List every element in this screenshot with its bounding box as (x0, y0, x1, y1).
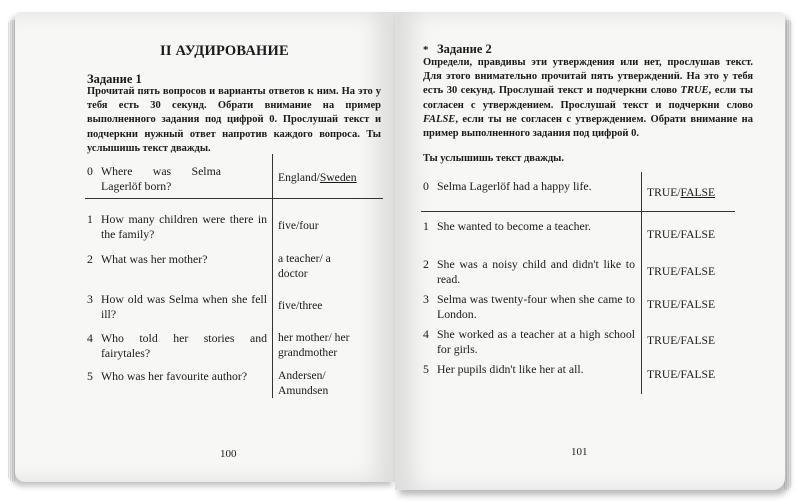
question-number: 3 (87, 292, 93, 306)
statement-row-3 (423, 292, 635, 324)
answer-3: five/three (278, 299, 323, 312)
example-row-divider (421, 211, 735, 212)
statement-row-2 (423, 257, 635, 289)
question-row-5 (87, 369, 267, 401)
statement-row-5 (423, 362, 635, 394)
tf-2: TRUE/FALSE (647, 265, 716, 278)
question-row-3 (87, 292, 267, 324)
statement-number: 5 (423, 362, 429, 376)
answer-5: Andersen/ Amundsen (278, 369, 329, 397)
statement-row-0 (423, 179, 635, 211)
statement-number: 0 (423, 179, 429, 193)
question-text: Who was her favourite author? (101, 369, 248, 383)
tf-4: TRUE/FALSE (647, 334, 716, 347)
question-number: 4 (87, 331, 93, 345)
section-title: II АУДИРОВАНИЕ (160, 43, 289, 59)
true-word: TRUE (680, 85, 709, 97)
question-number: 2 (87, 252, 93, 266)
question-number: 5 (87, 369, 93, 383)
question-text: Who told her stories and fairytales? (101, 331, 267, 360)
statement-row-1 (423, 219, 635, 237)
statement-number: 1 (423, 219, 429, 233)
question-text: How old was Selma when she fell ill? (101, 292, 267, 321)
example-row-divider (85, 198, 383, 199)
task-1-title: Задание 1 (87, 72, 142, 86)
answer-column-divider (272, 154, 273, 398)
question-text: Where was Selma Lagerlöf born? (101, 164, 221, 193)
task-2-listen-twice: Ты услышишь текст дважды. (423, 153, 564, 164)
answer-2: a teacher/ a doctor (278, 252, 331, 280)
statement-text: She wanted to become a teacher. (437, 219, 591, 233)
question-text: What was her mother? (101, 252, 208, 266)
statement-number: 3 (423, 292, 429, 306)
statement-text: Her pupils didn't like her at all. (437, 362, 584, 376)
statement-number: 2 (423, 257, 429, 271)
task-1-instructions: Прочитай пять вопросов и варианты ответов к ним. На это у тебя есть 30 секунд. Обрати внимание на пример выполненного задания под цифрой 0. Прослушай текст и подчеркни нужный ответ напротив каждого вопроса. Ты услышишь текст дважды. (87, 86, 381, 154)
question-row-0 (87, 164, 267, 196)
task-2-instructions: Определи, правдивы эти утверждения или нет, прослушав текст. Для этого внимательно прочитай пять утверждений. На это у тебя есть 30 секунд. Прослушай текст и подчеркни слово TRUE, если ты согласен с утверждением. Прослушай текст и подчеркни слово FALSE, если ты не согласен с утверждением. Обрати внимание на пример выполненного задания под цифрой 0. (423, 57, 753, 140)
tf-column-divider (641, 172, 642, 394)
question-number: 1 (87, 212, 93, 226)
question-row-4 (87, 331, 267, 363)
page-number-right: 101 (571, 446, 588, 458)
tf-1: TRUE/FALSE (647, 228, 716, 241)
question-row-1 (87, 212, 267, 244)
answer-4: her mother/ her grandmother (278, 331, 350, 359)
answer-0 (278, 171, 357, 186)
statement-text: She worked as a teacher at a high school for girls. (437, 327, 635, 356)
left-page (15, 12, 395, 482)
tf-0 (647, 186, 715, 199)
right-page-edge (784, 20, 792, 490)
false-option-underlined: FALSE (680, 186, 716, 199)
answer-1: five/four (278, 219, 319, 232)
false-word: FALSE (423, 113, 456, 125)
right-page (395, 12, 785, 490)
true-option: TRUE/ (647, 186, 681, 199)
task-2-title: Задание 2 (437, 42, 492, 56)
statement-text: Selma was twenty-four when she came to London. (437, 292, 635, 321)
statement-text: Selma Lagerlöf had a happy life. (437, 179, 592, 193)
tf-5: TRUE/FALSE (647, 368, 716, 381)
answer-option-a: England/ (278, 171, 320, 184)
tf-3: TRUE/FALSE (647, 298, 716, 311)
asterisk-icon: * (423, 44, 429, 56)
question-text: How many children were there in the family? (101, 212, 267, 241)
page-number-left: 100 (220, 448, 237, 460)
question-row-2 (87, 252, 267, 270)
statement-row-4 (423, 327, 635, 359)
question-number: 0 (87, 164, 93, 178)
statement-text: She was a noisy child and didn't like to read. (437, 257, 635, 286)
statement-number: 4 (423, 327, 429, 341)
answer-option-b-underlined: Sweden (319, 171, 357, 184)
